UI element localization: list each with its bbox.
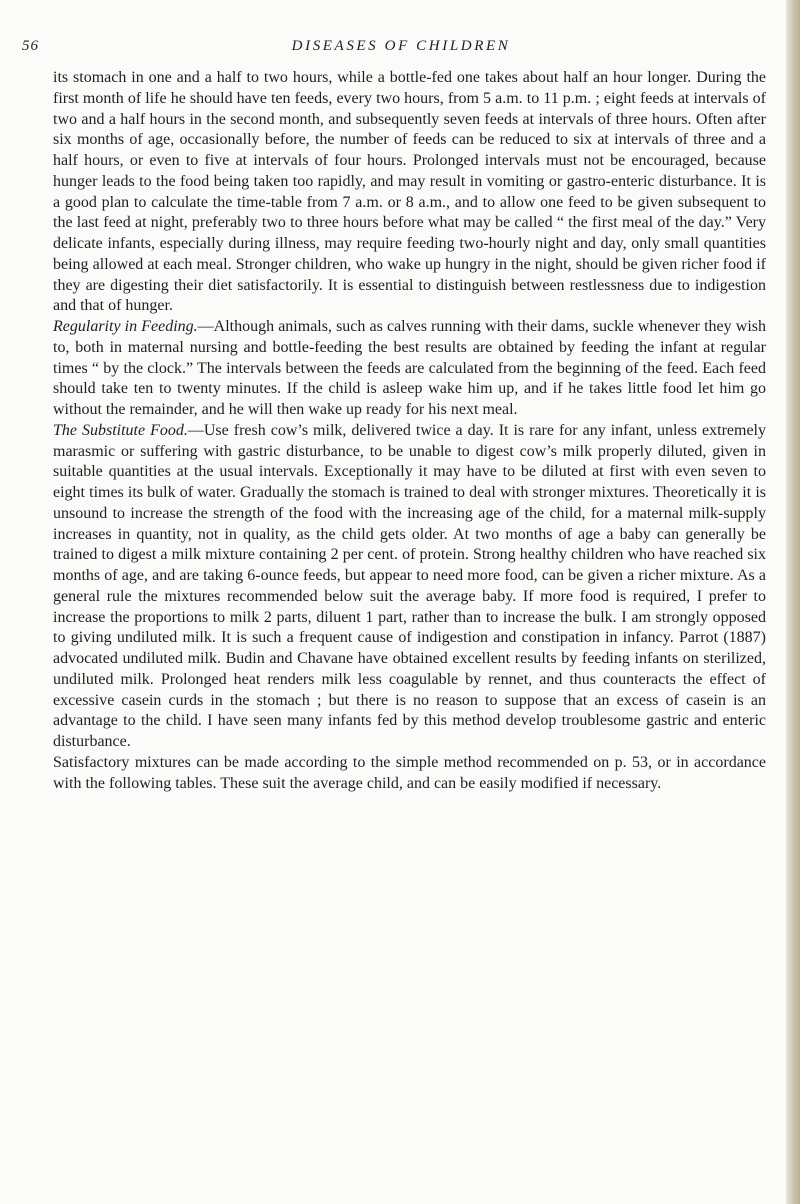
paragraph-text: —Although animals, such as calves running with their dams, suckle whenever they wish to, both in maternal nursing and bottle-feeding the best results are obtained by feeding the infant at regular times “ by the clock.” The intervals between the feeds are calculated from the beginning of the feed. Each feed should take ten to twenty minutes. If the child is asleep wake him up, and if he takes little food let him go without the remainder, and he will then wake up ready for his next meal. [53,318,766,418]
paragraph-satisfactory-mixtures [53,753,766,795]
paragraph-text: —Use fresh cow’s milk, delivered twice a day. It is rare for any infant, unless extremely marasmic or suffering with gastric disturbance, to be unable to digest cow’s milk properly diluted, given in suitable quantities at the usual intervals. Exceptionally it may have to be diluted at first with even seven to eight times its bulk of water. Gradually the stomach is trained to deal with stronger mixtures. Theoretically it is unsound to increase the strength of the food with the increasing age of the child, for a maternal milk-supply increases in quantity, not in quality, as the child gets older. At two months of age a baby can generally be trained to digest a milk mixture containing 2 per cent. of protein. Strong healthy children who have reached six months of age, and are taking 6-ounce feeds, but appear to need more food, can be given a richer mixture. As a general rule the mixtures recommended below suit the average baby. If more food is required, I prefer to increase the proportions to milk 2 parts, diluent 1 part, rather than to increase the bulk. I am strongly opposed to giving undiluted milk. It is such a frequent cause of indigestion and constipation in infancy. Parrot (1887) advocated undiluted milk. Budin and Chavane have obtained excellent results by feeding infants on sterilized, undiluted milk. Prolonged heat renders milk less coagulable by rennet, and thus counteracts the effect of excessive casein curds in the stomach ; but there is no reason to suppose that an excess of casein is an advantage to the child. I have seen many infants fed by this method develop troublesome gastric and enteric disturbance. [53,421,766,750]
page-edge-shadow [786,0,800,1204]
paragraph-text: Satisfactory mixtures can be made according to the simple method recommended on p. 53, or in accordance with the following tables. These suit the average child, and can be easily modified if necessary. [53,753,766,792]
page-header [22,38,764,64]
paragraph-feeding-intervals [53,68,766,317]
body-text [53,68,766,794]
running-head: DISEASES OF CHILDREN [291,38,511,54]
section-heading-substitute-food: The Substitute Food. [53,421,188,439]
section-heading-regularity: Regularity in Feeding. [53,318,198,335]
paragraph-text: its stomach in one and a half to two hours, while a bottle-fed one takes about half an hour longer. During the first month of life he should have ten feeds, every two hours, from 5 a.m. to 11 p.m. ; eight feeds at intervals of two and a half hours in the second month, and subsequently seven feeds at intervals of three hours. Often after six months of age, occasionally before, the number of feeds can be reduced to six at intervals of three and a half hours, or even to five at intervals of four hours. Prolonged intervals must not be encouraged, because hunger leads to the food being taken too rapidly, and may result in vomiting or gastro-enteric disturbance. It is a good plan to calculate the time-table from 7 a.m. or 8 a.m., and to allow one feed to be given subsequent to the last feed at night, preferably two to three hours before what may be called “ the first meal of the day.” Very delicate infants, especially during illness, may require feeding two-hourly night and day, only small quantities being allowed at each meal. Stronger children, who wake up hungry in the night, should be given richer food if they are digesting their diet satisfactorily. It is essential to distinguish between restlessness due to indigestion and that of hunger. [53,69,766,315]
page-number: 56 [22,38,39,54]
paragraph-substitute-food [53,421,766,753]
paragraph-regularity-in-feeding [53,317,766,421]
